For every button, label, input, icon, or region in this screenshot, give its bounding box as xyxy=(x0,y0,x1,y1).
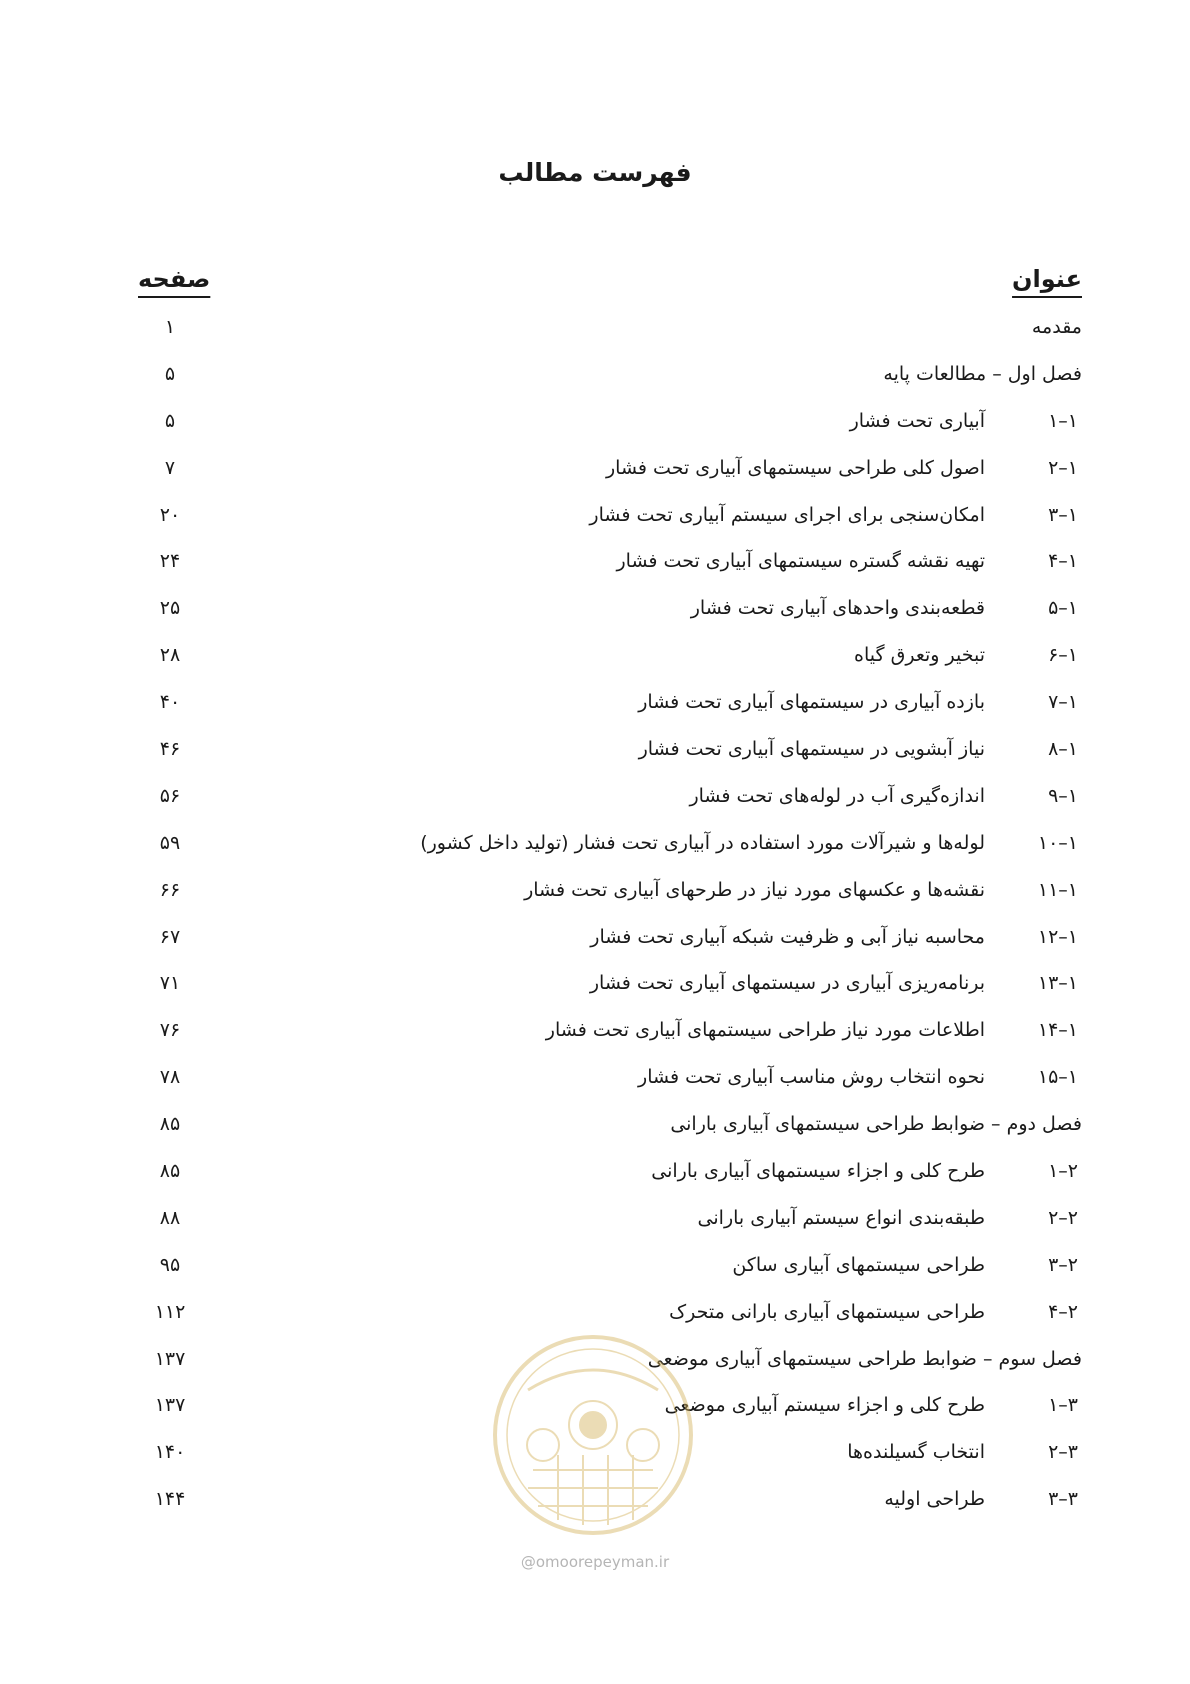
toc-section-number: ۱–۱۱ xyxy=(1037,878,1078,901)
toc-page-number: ۶۶ xyxy=(159,878,181,901)
toc-entry-title: قطعه‌بندی واحدهای آبیاری تحت فشار xyxy=(690,597,985,620)
toc-row xyxy=(0,1062,1190,1109)
toc-section-number: ۳–۲ xyxy=(1048,1441,1078,1464)
toc-section-number: ۲–۴ xyxy=(1048,1300,1078,1323)
toc-section-number: ۱–۶ xyxy=(1048,644,1078,667)
toc-section-number: ۱–۱۴ xyxy=(1037,1019,1078,1042)
toc-entry-title: تهیه نقشه گستره سیستمهای آبیاری تحت فشار xyxy=(616,550,985,573)
toc-row xyxy=(0,312,1190,359)
toc-section-number: ۱–۱ xyxy=(1048,409,1078,432)
toc-row xyxy=(0,453,1190,500)
toc-section-number: ۱–۵ xyxy=(1048,597,1078,620)
toc-row xyxy=(0,1484,1190,1531)
toc-entry-title: اندازه‌گیری آب در لوله‌های تحت فشار xyxy=(689,784,985,807)
toc-row xyxy=(0,500,1190,547)
toc-entry-title: طبقه‌بندی انواع سیستم آبیاری بارانی xyxy=(697,1206,985,1229)
toc-entry-title: طراحی سیستمهای آبیاری بارانی متحرک xyxy=(669,1300,985,1323)
toc-page-number: ۷۸ xyxy=(159,1066,181,1089)
toc-page-number: ۵۹ xyxy=(159,831,181,854)
toc-row xyxy=(0,1250,1190,1297)
toc-page-number: ۱۳۷ xyxy=(154,1394,186,1417)
toc-entry-title: فصل سوم – ضوابط طراحی سیستمهای آبیاری موضعی xyxy=(647,1347,1082,1370)
toc-section-number: ۲–۳ xyxy=(1048,1253,1078,1276)
toc-entry-title: اطلاعات مورد نیاز طراحی سیستمهای آبیاری تحت فشار xyxy=(545,1019,985,1042)
toc-section-number: ۱–۲ xyxy=(1048,456,1078,479)
toc-entry-title: نحوه انتخاب روش مناسب آبیاری تحت فشار xyxy=(638,1066,985,1089)
toc-page-number: ۲۸ xyxy=(159,644,181,667)
toc-row xyxy=(0,359,1190,406)
toc-entry-title: مقدمه xyxy=(1031,316,1082,338)
toc-section-number: ۱–۱۰ xyxy=(1037,831,1078,854)
column-header-page: صفحه xyxy=(138,265,211,293)
toc-row xyxy=(0,640,1190,687)
toc-entry-title: برنامه‌ریزی آبیاری در سیستمهای آبیاری تحت فشار xyxy=(589,972,985,995)
toc-row xyxy=(0,406,1190,453)
toc-page-number: ۸۵ xyxy=(159,1160,181,1183)
toc-section-number: ۱–۸ xyxy=(1048,738,1078,761)
toc-section-number: ۱–۱۳ xyxy=(1037,972,1078,995)
toc-entry-title: نقشه‌ها و عکسهای مورد نیاز در طرحهای آبیاری تحت فشار xyxy=(524,878,985,901)
toc-page-number: ۱۳۷ xyxy=(154,1347,186,1370)
toc-page-number: ۸۵ xyxy=(159,1113,181,1136)
toc-section-number: ۲–۱ xyxy=(1048,1160,1078,1183)
toc-entry-title: فصل دوم – ضوابط طراحی سیستمهای آبیاری بارانی xyxy=(670,1113,1082,1136)
toc-entry-title: طراحی سیستمهای آبیاری ساکن xyxy=(732,1253,985,1276)
toc-row xyxy=(0,828,1190,875)
toc-section-number: ۱–۱۲ xyxy=(1037,925,1078,948)
toc-page-number: ۹۵ xyxy=(159,1253,181,1276)
toc-row xyxy=(0,875,1190,922)
toc-section-number: ۲–۲ xyxy=(1048,1206,1078,1229)
toc-entry-title: اصول کلی طراحی سیستمهای آبیاری تحت فشار xyxy=(606,456,985,479)
toc-page-number: ۲۰ xyxy=(159,503,181,526)
toc-row xyxy=(0,1203,1190,1250)
toc-row xyxy=(0,1109,1190,1156)
toc-page-number: ۵ xyxy=(164,409,176,432)
toc-page-number: ۷۶ xyxy=(159,1019,181,1042)
toc-row xyxy=(0,546,1190,593)
toc-section-number: ۱–۴ xyxy=(1048,550,1078,573)
toc-entry-title: طراحی اولیه xyxy=(884,1488,985,1511)
toc-section-number: ۱–۷ xyxy=(1048,691,1078,714)
column-header-title: عنوان xyxy=(1012,265,1082,293)
toc-row xyxy=(0,687,1190,734)
toc-row xyxy=(0,922,1190,969)
toc-page-number: ۲۴ xyxy=(159,550,181,573)
toc-row xyxy=(0,1156,1190,1203)
toc-entry-title: بازده آبیاری در سیستمهای آبیاری تحت فشار xyxy=(638,691,985,714)
toc-page-number: ۵۶ xyxy=(159,784,181,807)
toc-section-number: ۱–۱۵ xyxy=(1037,1066,1078,1089)
toc-row xyxy=(0,1390,1190,1437)
toc-entry-title: فصل اول – مطالعات پایه xyxy=(883,362,1082,385)
toc-page-number: ۱۴۰ xyxy=(154,1441,186,1464)
toc-page-number: ۲۵ xyxy=(159,597,181,620)
toc-row xyxy=(0,968,1190,1015)
page-title: فهرست مطالب xyxy=(498,158,692,187)
toc-row xyxy=(0,781,1190,828)
toc-section-number: ۱–۹ xyxy=(1048,784,1078,807)
toc-page-number: ۴۶ xyxy=(159,738,181,761)
toc-page-number: ۴۰ xyxy=(159,691,181,714)
toc-page-number: ۷۱ xyxy=(159,972,181,995)
toc-row xyxy=(0,1344,1190,1391)
toc-row xyxy=(0,593,1190,640)
toc-page-number: ۶۷ xyxy=(159,925,181,948)
toc-row xyxy=(0,1437,1190,1484)
toc-page-number: ۵ xyxy=(164,362,176,385)
toc-entry-title: تبخیر وتعرق گیاه xyxy=(854,644,985,667)
toc-row xyxy=(0,1297,1190,1344)
toc-entry-title: طرح کلی و اجزاء سیستمهای آبیاری بارانی xyxy=(651,1160,985,1183)
toc-page-number: ۱۱۲ xyxy=(154,1300,186,1323)
toc-section-number: ۳–۱ xyxy=(1048,1394,1078,1417)
toc-entry-title: محاسبه نیاز آبی و ظرفیت شبکه آبیاری تحت فشار xyxy=(590,925,985,948)
toc-entry-title: لوله‌ها و شیرآلات مورد استفاده در آبیاری تحت فشار (تولید داخل کشور) xyxy=(420,831,985,854)
toc-entry-title: امکان‌سنجی برای اجرای سیستم آبیاری تحت فشار xyxy=(589,503,985,526)
toc-entry-title: نیاز آبشویی در سیستمهای آبیاری تحت فشار xyxy=(638,738,985,761)
toc-page-number: ۱ xyxy=(164,316,176,338)
table-of-contents xyxy=(0,312,1190,1531)
toc-entry-title: آبیاری تحت فشار xyxy=(849,409,985,432)
toc-row xyxy=(0,1015,1190,1062)
toc-page-number: ۱۴۴ xyxy=(154,1488,186,1511)
toc-entry-title: طرح کلی و اجزاء سیستم آبیاری موضعی xyxy=(664,1394,985,1417)
watermark-text: @omoorepeyman.ir xyxy=(520,1553,670,1571)
toc-section-number: ۳–۳ xyxy=(1048,1488,1078,1511)
toc-section-number: ۱–۳ xyxy=(1048,503,1078,526)
toc-row xyxy=(0,734,1190,781)
toc-page-number: ۷ xyxy=(164,456,176,479)
toc-page-number: ۸۸ xyxy=(159,1206,181,1229)
toc-entry-title: انتخاب گسیلنده‌ها xyxy=(847,1441,985,1464)
